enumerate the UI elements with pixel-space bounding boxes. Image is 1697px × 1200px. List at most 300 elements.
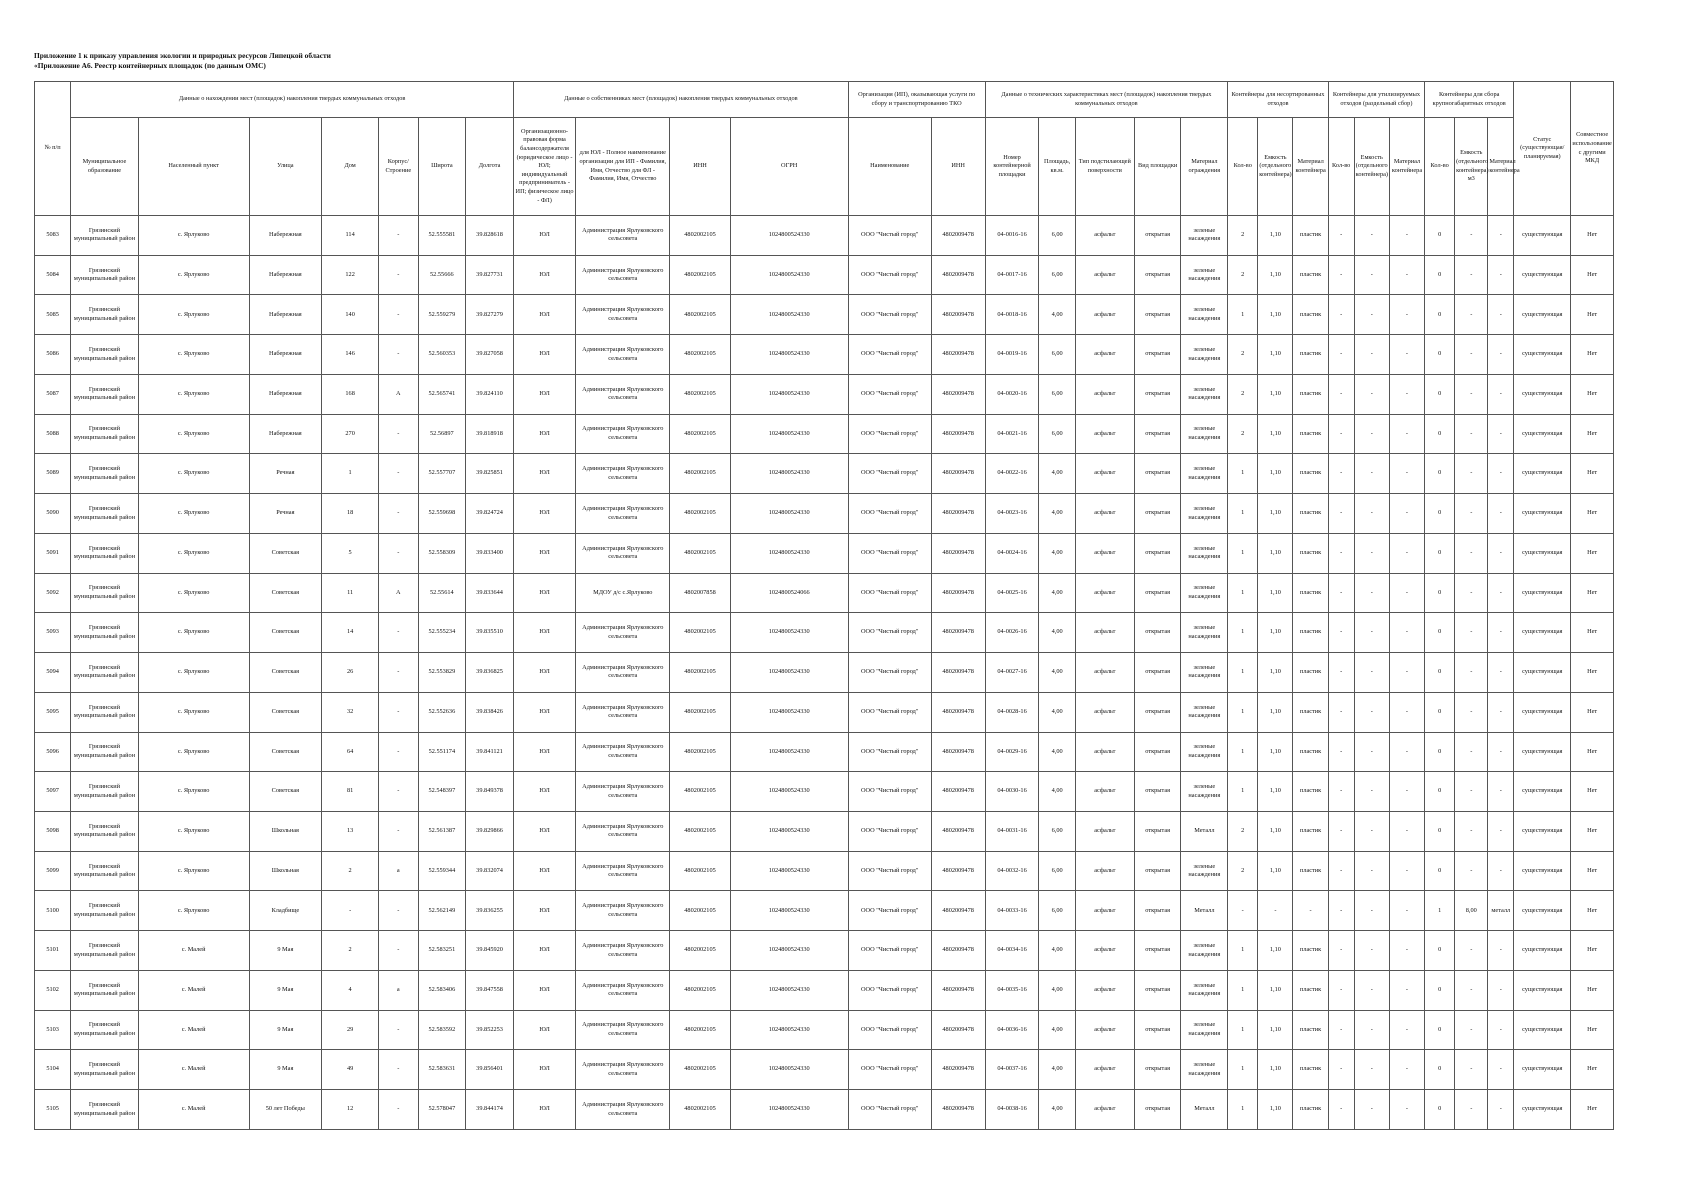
cell-recycle-material: - <box>1389 454 1424 494</box>
cell-unsorted-capacity: 1,10 <box>1258 216 1293 256</box>
cell-recycle-qty: - <box>1328 454 1354 494</box>
cell-bulky-qty: 0 <box>1425 374 1455 414</box>
cell-owner-name: Администрация Ярлуковского сельсовета <box>576 732 670 772</box>
cell-owner-inn: 4802002105 <box>670 613 730 653</box>
group-tech: Данные о технических характеристиках мест (площадок) накопления твердых коммунальных отходов <box>985 82 1228 118</box>
cell-shared: Нет <box>1571 533 1614 573</box>
cell-bulky-capacity: - <box>1455 454 1488 494</box>
cell-unsorted-qty: 1 <box>1228 1010 1258 1050</box>
cell-unsorted-capacity: 1,10 <box>1258 732 1293 772</box>
cell-status: существующая <box>1514 891 1571 931</box>
cell-site-type: открытая <box>1134 692 1181 732</box>
cell-municipality: Грязинский муниципальный район <box>71 692 138 732</box>
cell-owner-ogrn: 1024800524330 <box>730 255 848 295</box>
cell-unsorted-material: пластик <box>1293 573 1328 613</box>
cell-owner-ogrn: 1024800524330 <box>730 494 848 534</box>
cell-building: - <box>379 931 418 971</box>
cell-area: 4,00 <box>1039 1010 1075 1050</box>
cell-shared: Нет <box>1571 851 1614 891</box>
cell-surface: асфальт <box>1075 653 1134 693</box>
cell-owner-ogrn: 1024800524330 <box>730 414 848 454</box>
cell-recycle-qty: - <box>1328 494 1354 534</box>
cell-fence: зеленые насаждения <box>1181 494 1228 534</box>
cell-bulky-qty: 0 <box>1425 1050 1455 1090</box>
cell-unsorted-qty: 1 <box>1228 692 1258 732</box>
cell-number: 5097 <box>35 772 71 812</box>
cell-status: существующая <box>1514 851 1571 891</box>
cell-status: существующая <box>1514 653 1571 693</box>
cell-latitude: 52.55666 <box>418 255 466 295</box>
cell-site-type: открытая <box>1134 295 1181 335</box>
cell-street: Набережная <box>249 335 322 375</box>
cell-fence: Металл <box>1181 812 1228 852</box>
cell-org-form: ЮЛ <box>513 1050 575 1090</box>
cell-org-form: ЮЛ <box>513 1010 575 1050</box>
cell-settlement: с. Ярлуково <box>138 891 249 931</box>
cell-settlement: с. Ярлуково <box>138 732 249 772</box>
cell-org-inn: 4802009478 <box>931 1090 985 1130</box>
cell-recycle-capacity: - <box>1354 613 1389 653</box>
cell-recycle-capacity: - <box>1354 374 1389 414</box>
cell-house: 12 <box>322 1090 379 1130</box>
cell-longitude: 39.838426 <box>466 692 514 732</box>
table-row <box>35 692 1614 732</box>
table-row <box>35 970 1614 1010</box>
cell-recycle-capacity: - <box>1354 295 1389 335</box>
cell-unsorted-qty: 1 <box>1228 613 1258 653</box>
cell-number: 5099 <box>35 851 71 891</box>
cell-unsorted-qty: 2 <box>1228 216 1258 256</box>
cell-area: 6,00 <box>1039 851 1075 891</box>
cell-recycle-material: - <box>1389 1050 1424 1090</box>
cell-shared: Нет <box>1571 1090 1614 1130</box>
cell-owner-inn: 4802002105 <box>670 931 730 971</box>
cell-owner-ogrn: 1024800524330 <box>730 454 848 494</box>
cell-latitude: 52.559344 <box>418 851 466 891</box>
cell-unsorted-material: пластик <box>1293 1090 1328 1130</box>
table-row <box>35 891 1614 931</box>
cell-longitude: 39.836255 <box>466 891 514 931</box>
cell-org-name: ООО "Чистый город" <box>848 772 931 812</box>
cell-org-inn: 4802009478 <box>931 931 985 971</box>
cell-status: существующая <box>1514 255 1571 295</box>
cell-org-name: ООО "Чистый город" <box>848 335 931 375</box>
cell-recycle-qty: - <box>1328 812 1354 852</box>
cell-site-type: открытая <box>1134 851 1181 891</box>
cell-latitude: 52.55614 <box>418 573 466 613</box>
cell-recycle-material: - <box>1389 255 1424 295</box>
cell-municipality: Грязинский муниципальный район <box>71 255 138 295</box>
cell-settlement: с. Ярлуково <box>138 812 249 852</box>
cell-recycle-qty: - <box>1328 613 1354 653</box>
cell-fence: зеленые насаждения <box>1181 454 1228 494</box>
cell-fence: зеленые насаждения <box>1181 533 1228 573</box>
heading-line-1: Приложение 1 к приказу управления экологии и природных ресурсов Липецкой области <box>34 51 331 60</box>
cell-recycle-capacity: - <box>1354 216 1389 256</box>
cell-house: 13 <box>322 812 379 852</box>
cell-bulky-capacity: - <box>1455 1050 1488 1090</box>
cell-house: 18 <box>322 494 379 534</box>
cell-settlement: с. Ярлуково <box>138 772 249 812</box>
cell-latitude: 52.583592 <box>418 1010 466 1050</box>
cell-recycle-material: - <box>1389 1010 1424 1050</box>
cell-owner-name: Администрация Ярлуковского сельсовета <box>576 414 670 454</box>
cell-unsorted-qty: 2 <box>1228 414 1258 454</box>
cell-org-name: ООО "Чистый город" <box>848 533 931 573</box>
cell-site-type: открытая <box>1134 1050 1181 1090</box>
cell-longitude: 39.847558 <box>466 970 514 1010</box>
cell-recycle-capacity: - <box>1354 335 1389 375</box>
cell-owner-name: Администрация Ярлуковского сельсовета <box>576 1090 670 1130</box>
cell-site-type: открытая <box>1134 1090 1181 1130</box>
table-row <box>35 573 1614 613</box>
table-body <box>35 216 1614 1130</box>
cell-longitude: 39.827058 <box>466 335 514 375</box>
cell-latitude: 52.583406 <box>418 970 466 1010</box>
cell-owner-inn: 4802002105 <box>670 295 730 335</box>
cell-owner-inn: 4802002105 <box>670 772 730 812</box>
cell-fence: зеленые насаждения <box>1181 573 1228 613</box>
cell-unsorted-capacity: 1,10 <box>1258 931 1293 971</box>
cell-recycle-qty: - <box>1328 216 1354 256</box>
cell-municipality: Грязинский муниципальный район <box>71 851 138 891</box>
cell-status: существующая <box>1514 931 1571 971</box>
cell-area: 4,00 <box>1039 970 1075 1010</box>
cell-bulky-capacity: - <box>1455 414 1488 454</box>
cell-area: 4,00 <box>1039 533 1075 573</box>
cell-number: 5102 <box>35 970 71 1010</box>
cell-recycle-qty: - <box>1328 335 1354 375</box>
group-owner: Данные о собственниках мест (площадок) накопления твердых коммунальных отходов <box>513 82 848 118</box>
col-longitude: Долгота <box>466 118 514 216</box>
cell-owner-inn: 4802007858 <box>670 573 730 613</box>
cell-owner-name: Администрация Ярлуковского сельсовета <box>576 295 670 335</box>
cell-building: - <box>379 454 418 494</box>
cell-building: - <box>379 533 418 573</box>
cell-recycle-material: - <box>1389 812 1424 852</box>
cell-bulky-material: - <box>1488 931 1514 971</box>
cell-number: 5085 <box>35 295 71 335</box>
cell-longitude: 39.818918 <box>466 414 514 454</box>
cell-recycle-capacity: - <box>1354 533 1389 573</box>
cell-municipality: Грязинский муниципальный район <box>71 613 138 653</box>
table-row <box>35 255 1614 295</box>
cell-owner-inn: 4802002105 <box>670 851 730 891</box>
col-street: Улица <box>249 118 322 216</box>
cell-recycle-qty: - <box>1328 653 1354 693</box>
cell-street: Набережная <box>249 414 322 454</box>
cell-bulky-capacity: - <box>1455 613 1488 653</box>
cell-bulky-material: - <box>1488 653 1514 693</box>
cell-latitude: 52.583251 <box>418 931 466 971</box>
cell-unsorted-capacity: 1,10 <box>1258 1090 1293 1130</box>
cell-org-form: ЮЛ <box>513 295 575 335</box>
cell-status: существующая <box>1514 1090 1571 1130</box>
cell-owner-inn: 4802002105 <box>670 732 730 772</box>
cell-org-form: ЮЛ <box>513 573 575 613</box>
cell-bulky-material: - <box>1488 970 1514 1010</box>
cell-building: - <box>379 295 418 335</box>
cell-owner-name: Администрация Ярлуковского сельсовета <box>576 255 670 295</box>
cell-shared: Нет <box>1571 931 1614 971</box>
cell-org-inn: 4802009478 <box>931 653 985 693</box>
cell-recycle-material: - <box>1389 494 1424 534</box>
cell-bulky-material: - <box>1488 812 1514 852</box>
cell-status: существующая <box>1514 454 1571 494</box>
cell-owner-ogrn: 1024800524330 <box>730 653 848 693</box>
cell-unsorted-qty: 1 <box>1228 454 1258 494</box>
cell-recycle-qty: - <box>1328 851 1354 891</box>
cell-municipality: Грязинский муниципальный район <box>71 454 138 494</box>
cell-recycle-capacity: - <box>1354 772 1389 812</box>
cell-recycle-qty: - <box>1328 931 1354 971</box>
cell-bulky-capacity: - <box>1455 1010 1488 1050</box>
cell-site-type: открытая <box>1134 494 1181 534</box>
cell-street: Набережная <box>249 255 322 295</box>
cell-building: - <box>379 335 418 375</box>
cell-owner-inn: 4802002105 <box>670 374 730 414</box>
cell-bulky-qty: 0 <box>1425 970 1455 1010</box>
cell-unsorted-material: пластик <box>1293 533 1328 573</box>
cell-bulky-qty: 1 <box>1425 891 1455 931</box>
table-row <box>35 454 1614 494</box>
cell-bulky-qty: 0 <box>1425 732 1455 772</box>
cell-unsorted-material: пластик <box>1293 772 1328 812</box>
cell-bulky-material: - <box>1488 692 1514 732</box>
cell-owner-name: Администрация Ярлуковского сельсовета <box>576 772 670 812</box>
cell-street: Набережная <box>249 374 322 414</box>
cell-site-type: открытая <box>1134 772 1181 812</box>
cell-org-form: ЮЛ <box>513 891 575 931</box>
cell-site-type: открытая <box>1134 613 1181 653</box>
cell-site-number: 04-0032-16 <box>985 851 1039 891</box>
group-header-row <box>35 82 1614 118</box>
cell-surface: асфальт <box>1075 931 1134 971</box>
cell-area: 6,00 <box>1039 335 1075 375</box>
cell-recycle-material: - <box>1389 891 1424 931</box>
cell-owner-ogrn: 1024800524330 <box>730 851 848 891</box>
cell-org-form: ЮЛ <box>513 414 575 454</box>
col-latitude: Широта <box>418 118 466 216</box>
cell-recycle-capacity: - <box>1354 812 1389 852</box>
cell-unsorted-qty: 2 <box>1228 812 1258 852</box>
cell-org-form: ЮЛ <box>513 772 575 812</box>
cell-unsorted-qty: 1 <box>1228 931 1258 971</box>
cell-recycle-material: - <box>1389 414 1424 454</box>
cell-site-type: открытая <box>1134 454 1181 494</box>
cell-area: 4,00 <box>1039 732 1075 772</box>
cell-building: а <box>379 851 418 891</box>
cell-area: 6,00 <box>1039 374 1075 414</box>
cell-settlement: с. Ярлуково <box>138 335 249 375</box>
col-site-number: Номер контейнерной площадки <box>985 118 1039 216</box>
cell-fence: зеленые насаждения <box>1181 851 1228 891</box>
cell-recycle-capacity: - <box>1354 931 1389 971</box>
cell-surface: асфальт <box>1075 533 1134 573</box>
cell-unsorted-material: пластик <box>1293 335 1328 375</box>
cell-recycle-capacity: - <box>1354 653 1389 693</box>
cell-building: - <box>379 653 418 693</box>
cell-area: 4,00 <box>1039 653 1075 693</box>
cell-owner-name: Администрация Ярлуковского сельсовета <box>576 692 670 732</box>
cell-org-inn: 4802009478 <box>931 414 985 454</box>
cell-status: существующая <box>1514 772 1571 812</box>
cell-org-name: ООО "Чистый город" <box>848 1050 931 1090</box>
cell-recycle-capacity: - <box>1354 970 1389 1010</box>
cell-org-inn: 4802009478 <box>931 494 985 534</box>
cell-unsorted-capacity: 1,10 <box>1258 1010 1293 1050</box>
cell-number: 5083 <box>35 216 71 256</box>
cell-surface: асфальт <box>1075 255 1134 295</box>
cell-bulky-capacity: - <box>1455 216 1488 256</box>
cell-surface: асфальт <box>1075 772 1134 812</box>
cell-status: существующая <box>1514 692 1571 732</box>
cell-shared: Нет <box>1571 1010 1614 1050</box>
cell-owner-ogrn: 1024800524330 <box>730 1050 848 1090</box>
table-row <box>35 533 1614 573</box>
cell-status: существующая <box>1514 494 1571 534</box>
cell-recycle-material: - <box>1389 295 1424 335</box>
table-row <box>35 414 1614 454</box>
cell-bulky-qty: 0 <box>1425 1010 1455 1050</box>
cell-status: существующая <box>1514 216 1571 256</box>
cell-status: существующая <box>1514 732 1571 772</box>
cell-unsorted-capacity: - <box>1258 891 1293 931</box>
cell-number: 5098 <box>35 812 71 852</box>
cell-unsorted-material: пластик <box>1293 414 1328 454</box>
table-row <box>35 216 1614 256</box>
cell-status: существующая <box>1514 335 1571 375</box>
cell-municipality: Грязинский муниципальный район <box>71 374 138 414</box>
cell-house: 81 <box>322 772 379 812</box>
cell-number: 5086 <box>35 335 71 375</box>
cell-org-form: ЮЛ <box>513 255 575 295</box>
cell-org-inn: 4802009478 <box>931 335 985 375</box>
cell-bulky-capacity: - <box>1455 374 1488 414</box>
cell-org-inn: 4802009478 <box>931 812 985 852</box>
cell-building: - <box>379 891 418 931</box>
cell-number: 5103 <box>35 1010 71 1050</box>
cell-org-name: ООО "Чистый город" <box>848 692 931 732</box>
cell-owner-ogrn: 1024800524330 <box>730 891 848 931</box>
cell-org-name: ООО "Чистый город" <box>848 851 931 891</box>
group-unsorted: Контейнеры для несортированных отходов <box>1228 82 1329 118</box>
cell-recycle-qty: - <box>1328 573 1354 613</box>
cell-owner-ogrn: 1024800524330 <box>730 1090 848 1130</box>
cell-municipality: Грязинский муниципальный район <box>71 573 138 613</box>
cell-recycle-qty: - <box>1328 732 1354 772</box>
cell-org-inn: 4802009478 <box>931 851 985 891</box>
cell-longitude: 39.825851 <box>466 454 514 494</box>
table-row <box>35 335 1614 375</box>
cell-org-form: ЮЛ <box>513 533 575 573</box>
cell-area: 4,00 <box>1039 573 1075 613</box>
cell-recycle-material: - <box>1389 374 1424 414</box>
cell-bulky-capacity: - <box>1455 295 1488 335</box>
cell-number: 5100 <box>35 891 71 931</box>
cell-street: Кладбище <box>249 891 322 931</box>
col-building: Корпус/Строение <box>379 118 418 216</box>
cell-house: 146 <box>322 335 379 375</box>
cell-org-form: ЮЛ <box>513 494 575 534</box>
cell-org-inn: 4802009478 <box>931 216 985 256</box>
cell-building: А <box>379 374 418 414</box>
cell-site-type: открытая <box>1134 732 1181 772</box>
cell-shared: Нет <box>1571 494 1614 534</box>
cell-owner-ogrn: 1024800524330 <box>730 216 848 256</box>
cell-recycle-qty: - <box>1328 374 1354 414</box>
container-sites-register-table <box>34 81 1614 1130</box>
cell-area: 6,00 <box>1039 255 1075 295</box>
group-service-org: Организация (ИП), оказывающая услуги по сбору и транспортированию ТКО <box>848 82 985 118</box>
cell-site-number: 04-0021-16 <box>985 414 1039 454</box>
cell-surface: асфальт <box>1075 613 1134 653</box>
cell-house: 4 <box>322 970 379 1010</box>
table-row <box>35 772 1614 812</box>
cell-shared: Нет <box>1571 335 1614 375</box>
cell-org-name: ООО "Чистый город" <box>848 494 931 534</box>
heading-line-2: «Приложение А6. Реестр контейнерных площадок (по данным ОМС) <box>34 61 266 70</box>
cell-unsorted-material: пластик <box>1293 255 1328 295</box>
cell-unsorted-qty: 1 <box>1228 1090 1258 1130</box>
col-recycle-capacity: Емкость (отдельного контейнера) <box>1354 118 1389 216</box>
cell-recycle-material: - <box>1389 851 1424 891</box>
cell-org-name: ООО "Чистый город" <box>848 1090 931 1130</box>
cell-area: 4,00 <box>1039 931 1075 971</box>
cell-site-number: 04-0034-16 <box>985 931 1039 971</box>
cell-number: 5089 <box>35 454 71 494</box>
cell-org-form: ЮЛ <box>513 812 575 852</box>
cell-org-name: ООО "Чистый город" <box>848 295 931 335</box>
cell-unsorted-qty: 1 <box>1228 732 1258 772</box>
cell-owner-inn: 4802002105 <box>670 494 730 534</box>
cell-fence: зеленые насаждения <box>1181 772 1228 812</box>
cell-recycle-qty: - <box>1328 772 1354 812</box>
cell-settlement: с. Малей <box>138 1050 249 1090</box>
cell-house: 1 <box>322 454 379 494</box>
cell-settlement: с. Ярлуково <box>138 613 249 653</box>
cell-bulky-material: - <box>1488 613 1514 653</box>
cell-site-type: открытая <box>1134 335 1181 375</box>
cell-longitude: 39.849378 <box>466 772 514 812</box>
cell-fence: зеленые насаждения <box>1181 216 1228 256</box>
cell-municipality: Грязинский муниципальный район <box>71 216 138 256</box>
cell-area: 6,00 <box>1039 216 1075 256</box>
cell-recycle-material: - <box>1389 970 1424 1010</box>
cell-longitude: 39.833644 <box>466 573 514 613</box>
cell-settlement: с. Ярлуково <box>138 216 249 256</box>
cell-house: 2 <box>322 931 379 971</box>
cell-site-number: 04-0027-16 <box>985 653 1039 693</box>
cell-owner-inn: 4802002105 <box>670 1010 730 1050</box>
cell-site-number: 04-0023-16 <box>985 494 1039 534</box>
cell-bulky-qty: 0 <box>1425 812 1455 852</box>
cell-owner-ogrn: 1024800524330 <box>730 533 848 573</box>
cell-recycle-capacity: - <box>1354 1050 1389 1090</box>
cell-recycle-qty: - <box>1328 1050 1354 1090</box>
cell-latitude: 52.565741 <box>418 374 466 414</box>
cell-owner-inn: 4802002105 <box>670 891 730 931</box>
cell-unsorted-capacity: 1,10 <box>1258 772 1293 812</box>
cell-site-number: 04-0037-16 <box>985 1050 1039 1090</box>
cell-site-number: 04-0020-16 <box>985 374 1039 414</box>
cell-house: 140 <box>322 295 379 335</box>
cell-org-form: ЮЛ <box>513 970 575 1010</box>
cell-site-number: 04-0028-16 <box>985 692 1039 732</box>
cell-recycle-qty: - <box>1328 414 1354 454</box>
cell-status: существующая <box>1514 533 1571 573</box>
cell-bulky-material: - <box>1488 1050 1514 1090</box>
